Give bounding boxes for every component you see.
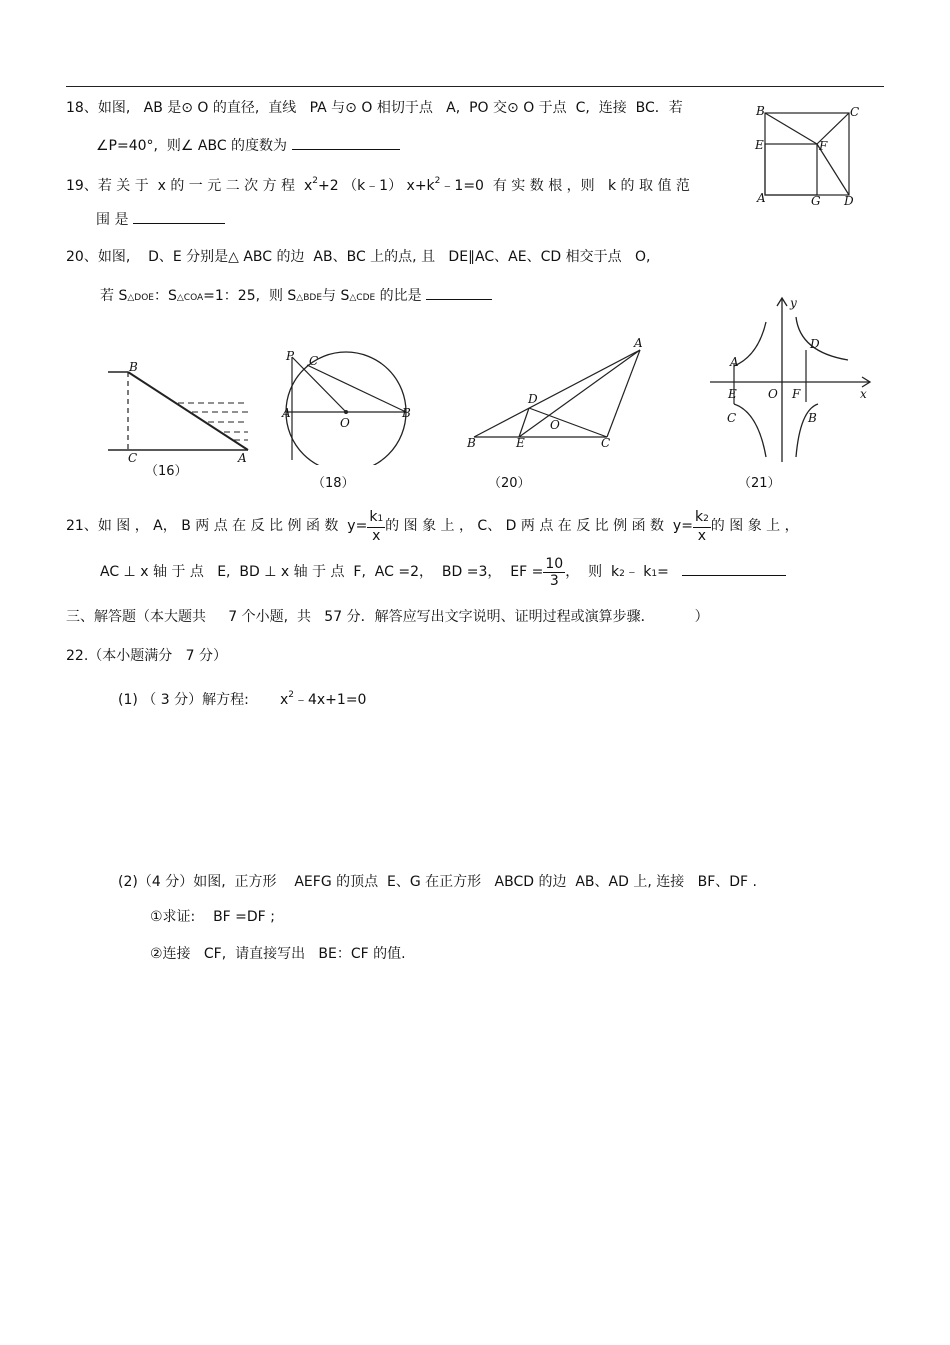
f21-label-x: x bbox=[860, 387, 867, 401]
f21-label-e: E bbox=[728, 387, 737, 401]
f20-label-o: O bbox=[550, 418, 560, 432]
f16-label-a: A bbox=[238, 451, 247, 465]
figure-18 bbox=[280, 345, 415, 465]
fraction-k1-over-x: $\frac{k1}{x}$ bbox=[369, 508, 384, 544]
f18-label-a: A bbox=[282, 406, 291, 420]
q18-line1: 18、如图, AB 是⊙ O 的直径, 直线 PA 与⊙ O 相切于点 A, PO 交⊙ O 于点 C, 连接 BC．若 bbox=[66, 100, 683, 116]
f21-caption: （21） bbox=[738, 476, 781, 491]
q21-line1: 21、如 图 ， A， B 两 点 在 反 比 例 函 数 y= $\frac{k1}{x}$ 的 图 象 上 ， C、 D 两 点 在 反 比 例 函 数 y= $\frac{k2}{x}$ 的 图 象 上 ， bbox=[66, 508, 799, 544]
f16-label-c: C bbox=[128, 451, 138, 465]
f20-label-c: C bbox=[601, 436, 611, 450]
q18-answer-blank[interactable] bbox=[292, 135, 400, 150]
f21-label-f: F bbox=[792, 387, 801, 401]
f20-label-d: D bbox=[528, 392, 538, 406]
q18-line2 bbox=[96, 135, 400, 155]
f21-label-c: C bbox=[727, 411, 737, 425]
label-d: D bbox=[844, 194, 854, 208]
q22-title: 22.（本小题满分 7 分） bbox=[66, 648, 227, 664]
f21-label-d: D bbox=[810, 337, 820, 351]
q21-answer-blank[interactable] bbox=[682, 561, 786, 576]
label-g: G bbox=[811, 194, 821, 208]
q20-answer-blank[interactable] bbox=[426, 285, 492, 300]
q18-text: ∠P=40°, 则∠ ABC 的度数为 bbox=[96, 138, 288, 154]
f16-caption: （16） bbox=[145, 464, 188, 479]
label-a: A bbox=[757, 191, 766, 205]
q20-line2: 若 S△DOE：S△COA=1：25, 则 S△BDE与 S△CDE 的比是 bbox=[100, 285, 492, 307]
f18-label-b: B bbox=[402, 406, 411, 420]
f20-caption: （20） bbox=[488, 476, 531, 491]
fraction-ef: $\frac{10}{3}$ bbox=[545, 555, 564, 589]
segment-bf bbox=[765, 113, 817, 144]
f16-label-b: B bbox=[129, 360, 138, 374]
top-rule bbox=[66, 86, 884, 87]
f21-label-a: A bbox=[730, 355, 739, 369]
q19-answer-blank[interactable] bbox=[133, 209, 225, 224]
square-aefg bbox=[765, 144, 817, 195]
section-3-heading: 三、解答题（本大题共 7 个小题, 共 57 分．解答应写出文字说明、证明过程或演算步骤． ） bbox=[66, 609, 709, 625]
figure-21 bbox=[700, 292, 880, 467]
f20-label-a: A bbox=[634, 336, 643, 350]
label-b: B bbox=[756, 104, 765, 118]
f20-label-b: B bbox=[467, 436, 476, 450]
figure-20 bbox=[462, 335, 652, 450]
q22-part1: (1) （ 3 分）解方程: $x^2﹣4x+1=0$ bbox=[118, 690, 367, 708]
q22-part2: (2)（4 分）如图, 正方形 AEFG 的顶点 E、G 在正方形 ABCD 的边 AB、AD 上, 连接 BF、DF . bbox=[118, 874, 757, 890]
f18-label-p: P bbox=[286, 349, 295, 363]
square-figure bbox=[752, 103, 862, 208]
q21-line2: AC ⊥ x 轴 于 点 E, BD ⊥ x 轴 于 点 F, AC =2， BD =3， EF = $\frac{10}{3}$ ， 则 k2﹣ k1= bbox=[100, 554, 786, 592]
q20-line1: 20、如图, D、E 分别是△ ABC 的边 AB、BC 上的点, 且 DE∥AC、AE、CD 相交于点 O, bbox=[66, 249, 651, 265]
label-c: C bbox=[850, 105, 860, 119]
f21-label-b: B bbox=[808, 411, 817, 425]
f21-label-o: O bbox=[768, 387, 778, 401]
q22-part2-i: ①求证: BF =DF ; bbox=[150, 909, 275, 925]
f21-label-y: y bbox=[790, 296, 797, 310]
label-f: F bbox=[819, 139, 828, 153]
q22-part2-ii: ②连接 CF, 请直接写出 BE：CF 的值. bbox=[150, 946, 406, 962]
fraction-k2-over-x: $\frac{k2}{x}$ bbox=[694, 508, 709, 544]
f18-label-o: O bbox=[340, 416, 350, 430]
q19-line1: 19、若 关 于 x 的 一 元 二 次 方 程 $x^2+2$ （k﹣1） $x+k^2﹣1=0$ 有 实 数 根 ，则 k 的 取 值 范 bbox=[66, 176, 690, 194]
label-e: E bbox=[755, 138, 764, 152]
figure-16 bbox=[100, 360, 260, 465]
q19-line2: 围 是 bbox=[96, 209, 225, 229]
f18-caption: （18） bbox=[312, 476, 355, 491]
f18-label-c: C bbox=[309, 354, 319, 368]
f20-label-e: E bbox=[516, 436, 525, 450]
